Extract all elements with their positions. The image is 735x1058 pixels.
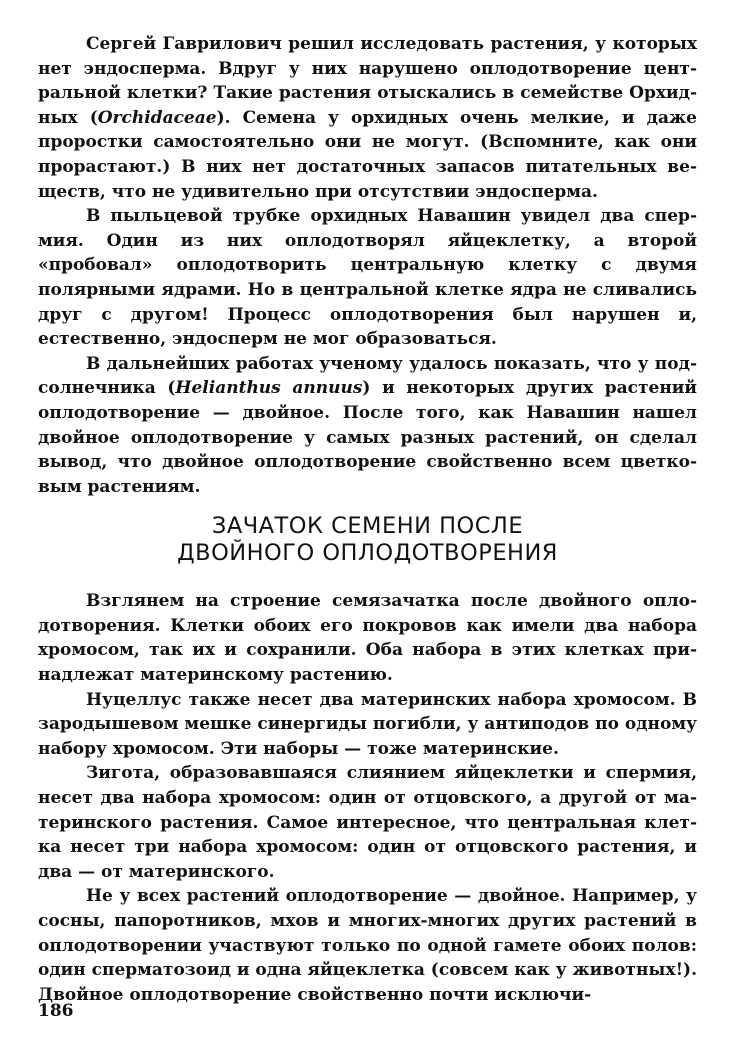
paragraph: Взглянем на строение семязачатка после двойного оплодотворения. Клетки обоих его покровов как имели два набора хромосом, так их и сохранили. Оба набора в этих клетках принадлежат материнскому растению. bbox=[38, 591, 697, 686]
paragraph: Нуцеллус также несет два материнских набора хромосом. В зародышевом мешке синергиды погибли, у антиподов по одному набору хромосом. Эти наборы — тоже материнские. bbox=[38, 689, 697, 759]
paragraph: Зигота, образовавшаяся слиянием яйцеклетки и спермия, несет два набора хромосом: один от отцовского, а другой от материнского растения. Самое интересное, что центральная клетка несет три набора хромосом: один от отцовского растения, и два — от материнского. bbox=[38, 763, 697, 882]
text-section-after bbox=[38, 589, 697, 1007]
paragraph: Не у всех растений оплодотворение — двойное. Например, у сосны, папоротников, мхов и многих-многих других растений в оплодотворении участвуют только по одной гамете обоих полов: один сперматозоид и одна яйцеклетка (совсем как у животных!). Двойное оплодотворение свойственно почти исключи- bbox=[38, 886, 697, 1005]
section-heading-line: ДВОЙНОГО ОПЛОДОТВОРЕНИЯ bbox=[177, 540, 558, 567]
paragraph: В дальнейших работах ученому удалось показать, что у подсолнечника (Helianthus annuus) и некоторых других растений оплодотворение — двойное. После того, как Навашин нашел двойное оплодотворение у самых разных растений, он сделал вывод, что двойное оплодотворение свойственно всем цветковым растениям. bbox=[38, 353, 697, 497]
section-heading-line: ЗАЧАТОК СЕМЕНИ ПОСЛЕ bbox=[211, 513, 524, 540]
paragraph: Сергей Гаврилович решил исследовать растения, у которых нет эндосперма. Вдруг у них нарушено оплодотворение центральной клетки? Такие растения отыскались в семействе Орхидных (Orchidaceae). Семена у орхидных очень мелкие, и даже проростки самостоятельно они не могут. (Вспомните, как они прорастают.) В них нет достаточных запасов питательных веществ, что не удивительно при отсутствии эндосперма. bbox=[38, 34, 697, 202]
text-section-before bbox=[38, 32, 697, 499]
page-body bbox=[38, 32, 697, 1007]
latin-term: Orchidaceae bbox=[97, 107, 217, 128]
page-number: 186 bbox=[38, 1001, 74, 1021]
latin-term: Helianthus annuus bbox=[175, 378, 363, 399]
paragraph: В пыльцевой трубке орхидных Навашин увидел два спермия. Один из них оплодотворял яйцеклетку, а второй «пробовал» оплодотворить центральную клетку с двумя полярными ядрами. Но в центральной клетке ядра не сливались друг с другом! Процесс оплодотворения был нарушен и, естественно, эндосперм не мог образоваться. bbox=[38, 206, 697, 350]
section-heading bbox=[38, 499, 697, 589]
